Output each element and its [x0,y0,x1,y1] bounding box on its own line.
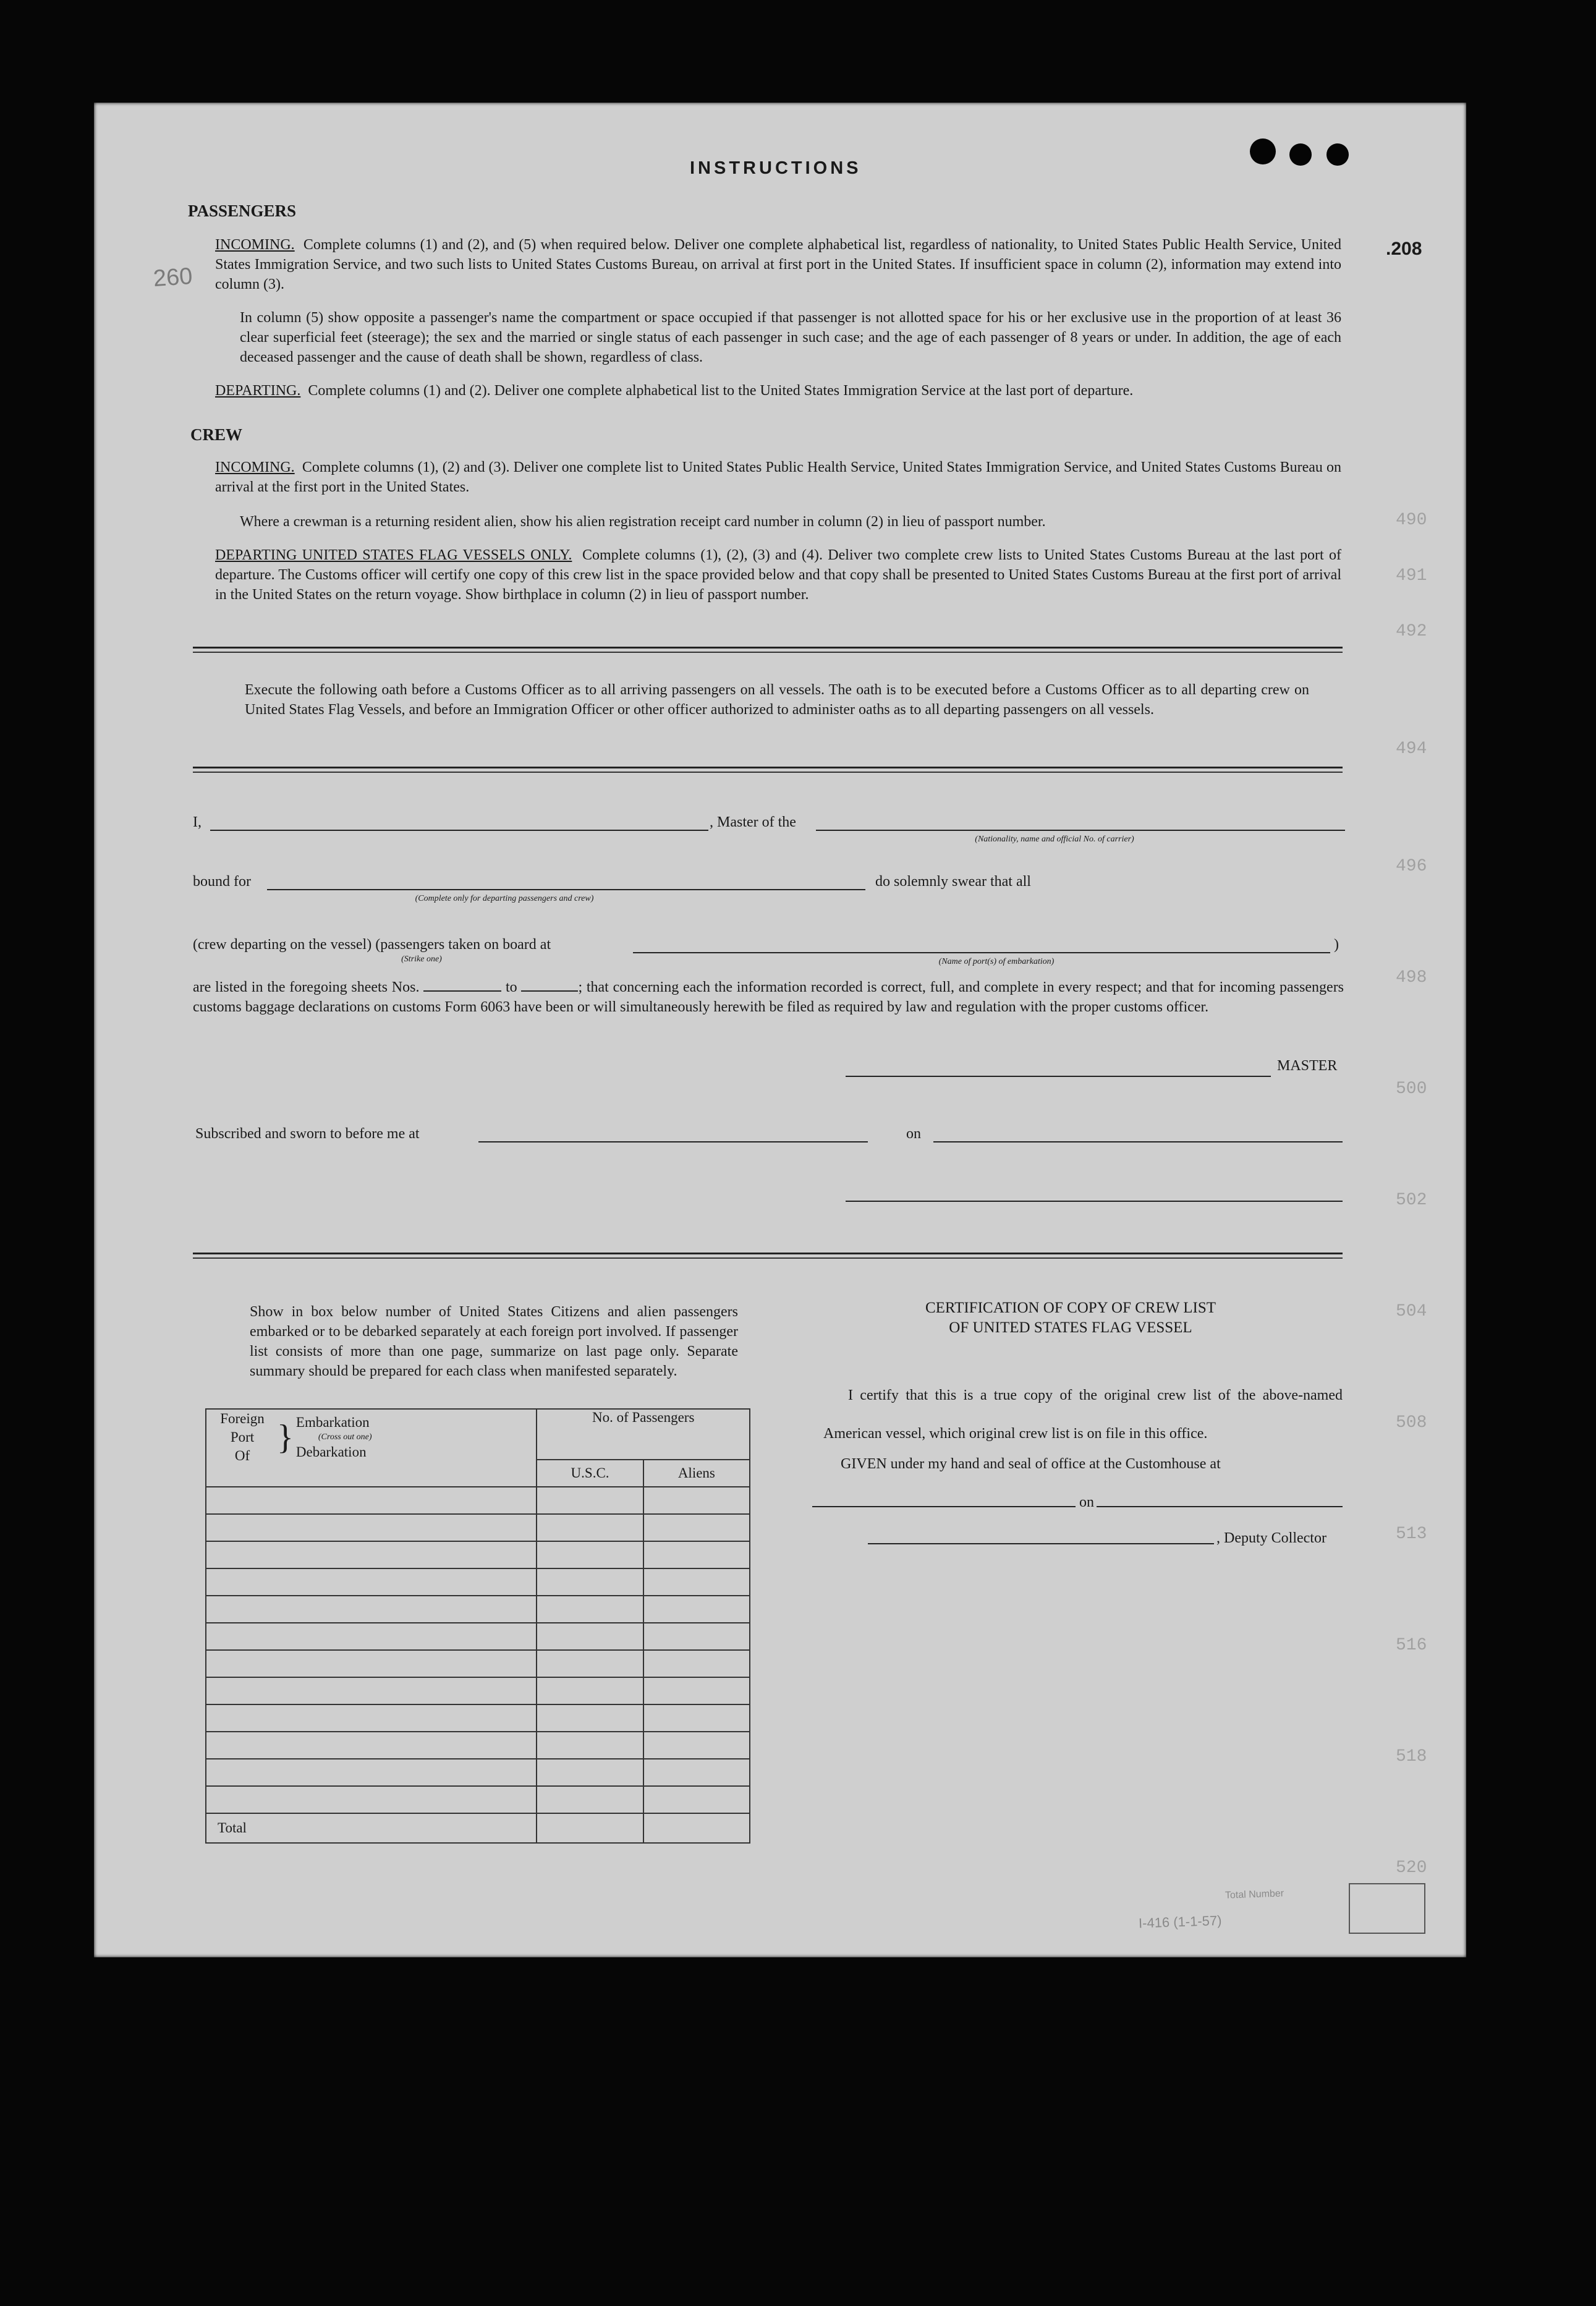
summary-aliens-cell[interactable] [643,1704,750,1732]
form-number: I-416 (1-1-57) [1138,1912,1222,1931]
certification-title-line2: OF UNITED STATES FLAG VESSEL [949,1319,1192,1336]
bleed-through-text: 516 [1396,1636,1427,1655]
bleed-through-text: 496 [1396,857,1427,876]
usc-header: U.S.C. [537,1460,643,1487]
summary-port-cell[interactable] [206,1677,537,1704]
section-divider [193,647,1343,649]
passengers-incoming-text: Complete columns (1) and (2), and (5) when required below. Deliver one complete alphabetical list, regardless of nationality, to United States Public Health Service, United States Immigration Service, and two such lists to United States Customs Bureau, on arrival at first port in the United States. If insufficient space in column (2), information may extend into column (3). [215,237,1342,292]
bleed-through-text: 500 [1396,1079,1427,1099]
summary-port-cell[interactable] [206,1596,537,1623]
passengers-incoming-paragraph [215,235,1341,294]
bleed-through-text: 513 [1396,1525,1427,1544]
summary-total-usc[interactable] [537,1813,643,1843]
summary-usc-cell[interactable] [537,1541,643,1568]
summary-aliens-cell[interactable] [643,1596,750,1623]
of-label: Of [234,1448,250,1463]
master-name-field[interactable] [210,830,708,831]
page-title: INSTRUCTIONS [690,158,862,178]
sheets-listed-text: ; that concerning each the information recorded is correct, full, and complete in every respect; and that for incoming passengers customs baggage declarations on customs Form 6063 have been or will simultaneously herewith be filed as required by law and regulation with the proper customs officer. [193,979,1344,1015]
summary-aliens-cell[interactable] [643,1487,750,1514]
bleed-through-text: 492 [1396,622,1427,641]
summary-usc-cell[interactable] [537,1677,643,1704]
bound-for-caption: (Complete only for departing passengers and crew) [415,894,594,903]
summary-usc-cell[interactable] [537,1732,643,1759]
summary-usc-cell[interactable] [537,1623,643,1650]
cross-out-caption: (Cross out one) [318,1432,372,1442]
strike-caption: (Strike one) [401,955,442,964]
certification-text: I certify that this is a true copy of the original crew list of the above-named American vessel, which original crew list is on file in this office. [823,1387,1343,1442]
port-header-cell: Foreign Port Of } Embarkation (Cross out one) Debarkation [206,1409,537,1487]
crew-incoming-text: Complete columns (1), (2) and (3). Deliver one complete list to United States Public Health Service, United States Immigration Service, and United States Customs Bureau on arrival at the first port in the United States. [215,459,1342,495]
sheet-from-field[interactable] [423,977,501,992]
summary-intro-paragraph: Show in box below number of United States Citizens and alien passengers embarked or to be debarked separately at each foreign port involved. If passenger list consists of more than one page, summarize on last page only. Separate summary should be prepared for each class when manifested separately. [250,1304,738,1379]
bleed-through-text: 502 [1396,1191,1427,1210]
deputy-collector-label: , Deputy Collector [1216,1530,1326,1546]
summary-port-cell[interactable] [206,1623,537,1650]
certification-title-line1: CERTIFICATION OF COPY OF CREW LIST [925,1300,1216,1316]
certification-date-field[interactable] [1097,1506,1343,1507]
foreign-label: Foreign [220,1411,265,1426]
bleed-through-text: 520 [1396,1858,1427,1878]
carrier-field[interactable] [816,830,1345,831]
deputy-collector-field[interactable] [868,1543,1214,1544]
section-divider [193,652,1343,653]
summary-usc-cell[interactable] [537,1487,643,1514]
passengers-departing-paragraph [215,381,1341,401]
sheets-listed-label: are listed in the foregoing sheets Nos. [193,979,420,995]
summary-usc-cell[interactable] [537,1568,643,1596]
close-paren: ) [1334,937,1339,953]
margin-code: .208 [1386,239,1422,259]
certification-title [823,1298,1318,1338]
aliens-header: Aliens [643,1460,750,1487]
master-label: MASTER [1277,1058,1338,1074]
certification-on-label: on [1076,1492,1098,1512]
summary-port-cell[interactable] [206,1568,537,1596]
summary-port-cell[interactable] [206,1759,537,1786]
document-sheet [94,103,1466,1957]
section-divider [193,1253,1343,1254]
summary-aliens-cell[interactable] [643,1759,750,1786]
passengers-column5-paragraph: In column (5) show opposite a passenger's name the compartment or space occupied if that passenger is not allotted space for his or her exclusive use in the proportion of at least 36 clear superficial feet (steerage); the sex and the married or single status of each passenger in such case; and the age of each passenger of 8 years or under. In addition, the age of each deceased passenger and the cause of death shall be shown, regardless of class. [240,310,1341,365]
total-number-label: Total Number [1225,1888,1284,1901]
summary-usc-cell[interactable] [537,1786,643,1813]
summary-aliens-cell[interactable] [643,1568,750,1596]
sheets-to-label: to [506,979,517,995]
nationality-caption: (Nationality, name and official No. of carrier) [975,835,1134,844]
summary-port-cell[interactable] [206,1786,537,1813]
summary-usc-cell[interactable] [537,1514,643,1541]
swear-text: do solemnly swear that all [875,874,1031,890]
crew-alien-paragraph: Where a crewman is a returning resident alien, show his alien registration receipt card number in column (2) in lieu of passport number. [240,514,1046,530]
bleed-through-text: 491 [1396,566,1427,585]
summary-port-cell[interactable] [206,1514,537,1541]
sheet-to-field[interactable] [521,977,578,992]
section-divider [193,772,1343,773]
embarkation-ports-field[interactable] [633,952,1330,953]
sworn-on-label: on [906,1126,921,1142]
sworn-date-field[interactable] [933,1141,1343,1142]
summary-aliens-cell[interactable] [643,1677,750,1704]
master-of-label: , Master of the [710,814,796,830]
crew-flag-paragraph [215,545,1341,605]
passengers-departing-text: Complete columns (1) and (2). Deliver one complete alphabetical list to the United States Immigration Service at the last port of departure. [308,383,1134,399]
summary-aliens-cell[interactable] [643,1650,750,1677]
bound-for-field[interactable] [267,889,865,890]
crew-flag-text: Complete columns (1), (2), (3) and (4). Deliver two complete crew lists to United States Customs Bureau at the last port of departure. The Customs officer will certify one copy of this crew list in the space provided below and that copy shall be presented to United States Customs Bureau at the first port of arrival in the United States on the return voyage. Show birthplace in column (2) in lieu of passport number. [215,547,1341,603]
summary-aliens-cell[interactable] [643,1786,750,1813]
crew-flag-label: DEPARTING UNITED STATES FLAG VESSELS ONLY. [215,547,572,563]
port-label: Port [230,1429,255,1445]
passengers-departing-label: DEPARTING. [215,383,301,399]
bleed-through-text: 494 [1396,739,1427,759]
crew-incoming-paragraph [215,457,1341,497]
sheets-listed-paragraph [193,977,1344,1017]
total-number-box [1349,1883,1425,1934]
summary-total-label: Total [206,1813,537,1843]
summary-aliens-cell[interactable] [643,1514,750,1541]
oath-i-label: I, [193,814,202,830]
summary-total-aliens[interactable] [643,1813,750,1843]
summary-usc-cell[interactable] [537,1650,643,1677]
summary-port-cell[interactable] [206,1487,537,1514]
section-divider [193,1257,1343,1259]
passenger-summary-table [205,1408,750,1844]
bleed-through-text: 490 [1396,511,1427,530]
sworn-place-field[interactable] [478,1141,868,1142]
passengers-incoming-label: INCOMING. [215,237,295,253]
officer-signature-field[interactable] [846,1201,1343,1202]
bleed-through-text: 508 [1396,1413,1427,1432]
summary-port-cell[interactable] [206,1704,537,1732]
summary-port-cell[interactable] [206,1650,537,1677]
summary-usc-cell[interactable] [537,1596,643,1623]
no-of-passengers-header: No. of Passengers [537,1409,750,1460]
section-divider [193,767,1343,768]
bleed-through-text: 518 [1396,1747,1427,1766]
bound-for-label: bound for [193,874,251,890]
certification-given: GIVEN under my hand and seal of office at the Customhouse at [841,1456,1221,1472]
summary-port-cell[interactable] [206,1732,537,1759]
summary-usc-cell[interactable] [537,1704,643,1732]
bleed-through-text: 504 [1396,1302,1427,1321]
crew-passengers-text: (crew departing on the vessel) (passengers taken on board at [193,937,551,953]
bleed-through-text: 498 [1396,968,1427,987]
margin-number: 260 [152,263,193,292]
crew-incoming-label: INCOMING. [215,459,295,475]
embarkation-label: Embarkation [295,1415,370,1430]
summary-aliens-cell[interactable] [643,1623,750,1650]
ports-caption: (Name of port(s) of embarkation) [938,957,1055,966]
summary-aliens-cell[interactable] [643,1541,750,1568]
summary-aliens-cell[interactable] [643,1732,750,1759]
subscribed-label: Subscribed and sworn to before me at [195,1126,420,1142]
master-signature-field[interactable] [846,1076,1271,1077]
passengers-heading: PASSENGERS [188,202,297,220]
ink-blot [1250,138,1276,164]
summary-usc-cell[interactable] [537,1759,643,1786]
oath-intro-paragraph: Execute the following oath before a Customs Officer as to all arriving passengers on all vessels. The oath is to be executed before a Customs Officer as to all departing crew on United States Flag Vessels, and before an Immigration Officer or other officer authorized to administer oaths as to all departing passengers on all vessels. [245,682,1309,718]
ink-blot [1326,143,1349,166]
summary-port-cell[interactable] [206,1541,537,1568]
ink-blot [1289,143,1312,166]
debarkation-label: Debarkation [295,1444,367,1460]
crew-heading: CREW [190,425,243,444]
